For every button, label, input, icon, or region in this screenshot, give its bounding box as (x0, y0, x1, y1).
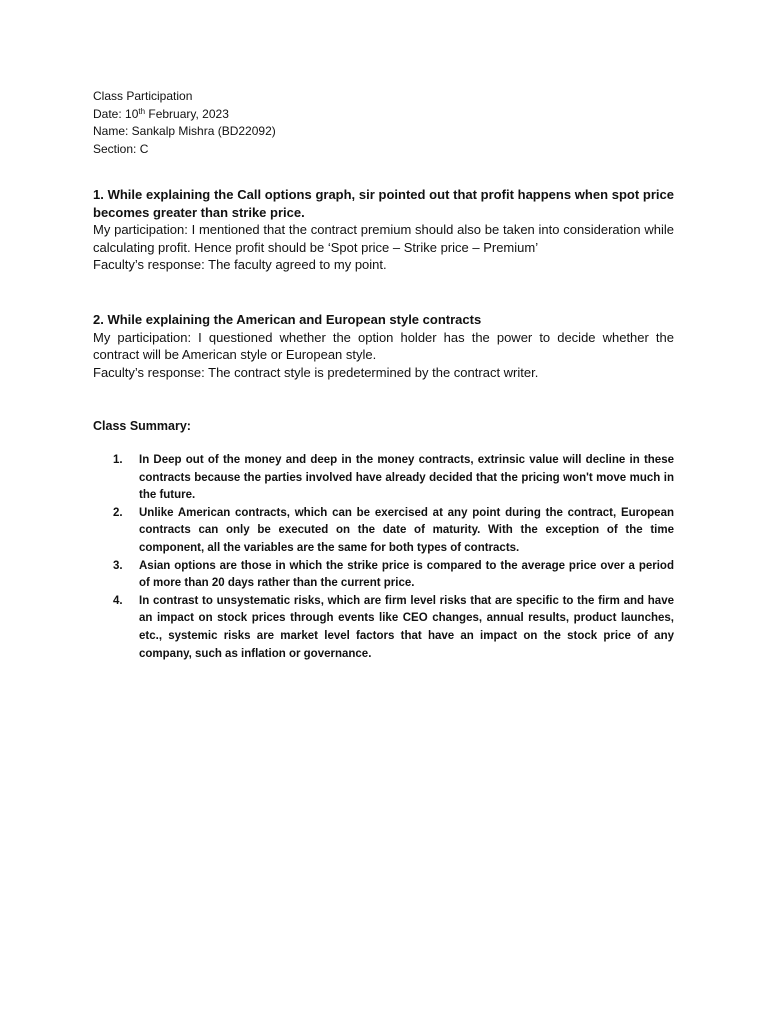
student-name: Name: Sankalp Mishra (BD22092) (93, 124, 276, 139)
summary-item (93, 593, 674, 663)
date-prefix: Date: 10 (93, 106, 139, 121)
point-1-question: 1. While explaining the Call options graph, sir pointed out that profit happens when spot price becomes greater than strike price. (93, 187, 674, 220)
point-2-response: Faculty’s response: The contract style is predetermined by the contract writer. (93, 364, 539, 380)
summary-item-number: 3. (113, 559, 123, 572)
summary-item-text: Asian options are those in which the strike price is compared to the average price over a period of more than 20 days rather than the current price. (139, 559, 674, 590)
date-suffix: February, 2023 (145, 106, 229, 121)
summary-item-text: In contrast to unsystematic risks, which are firm level risks that are specific to the firm and have an impact on stock prices through events like CEO changes, annual results, product launches, etc., systemic risks are market level factors that have an impact on the stock price of any company, such as inflation or governance. (139, 594, 674, 660)
summary-item (93, 558, 674, 593)
summary-item-text: In Deep out of the money and deep in the money contracts, extrinsic value will decline in these contracts because the parties involved have already decided that the pricing won't move much in the future. (139, 454, 674, 502)
point-2-question: 2. While explaining the American and European style contracts (93, 312, 482, 327)
summary-item (93, 505, 674, 558)
class-section: Section: C (93, 141, 149, 156)
summary-item-text: Unlike American contracts, which can be exercised at any point during the contract, European contracts can only be executed on the date of maturity. With the exception of the time component, all the variables are the same for both types of contracts. (139, 506, 674, 554)
date-ordinal: th (138, 106, 146, 116)
summary-title: Class Summary: (93, 419, 191, 433)
date-line (93, 106, 276, 124)
point-1-participation: My participation: I mentioned that the contract premium should also be taken into consideration while calculating profit. Hence profit should be ‘Spot price – Strike price – Premium’ (93, 222, 674, 255)
summary-item-number: 4. (113, 594, 123, 607)
point-2-participation: My participation: I questioned whether the option holder has the power to decide whether the contract will be American style or European style. (93, 329, 674, 363)
document-title: Class Participation (93, 89, 193, 103)
participation-point-1 (93, 186, 674, 274)
summary-list (93, 452, 674, 663)
document-header (93, 88, 276, 158)
summary-item (93, 452, 674, 505)
point-1-response: Faculty’s response: The faculty agreed to my point. (93, 257, 387, 273)
participation-point-2 (93, 311, 674, 381)
summary-item-number: 1. (113, 454, 123, 466)
summary-item-number: 2. (113, 506, 123, 519)
